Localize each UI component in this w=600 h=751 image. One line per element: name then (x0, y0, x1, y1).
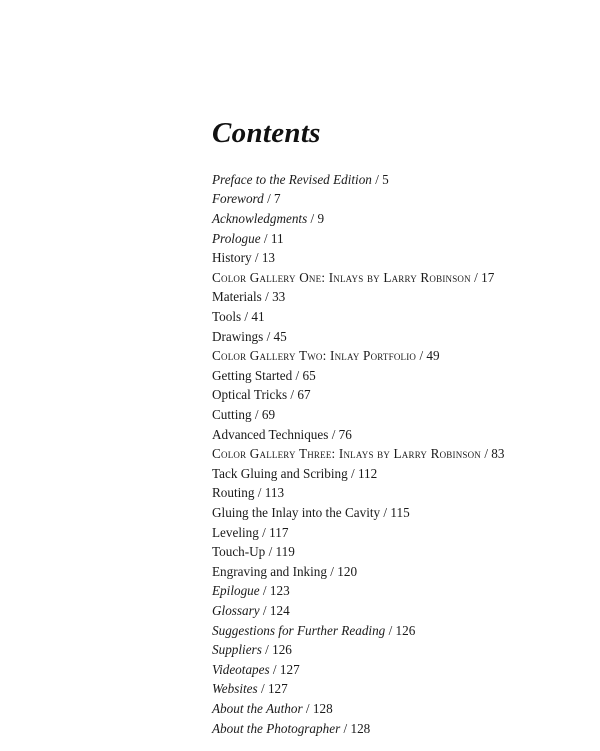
toc-entry-separator: / (251, 407, 262, 423)
toc-entry-page-number: 17 (481, 269, 495, 285)
toc-entry-page-number: 67 (297, 387, 311, 403)
toc-entry[interactable] (212, 503, 552, 523)
toc-entry-separator: / (263, 328, 274, 344)
toc-entry-label: History (212, 250, 252, 266)
toc-entry-separator: / (261, 289, 273, 305)
toc-entry-separator: / (251, 250, 262, 266)
toc-entry[interactable] (212, 483, 552, 503)
toc-entry-label: Color Gallery Three: Inlays by Larry Robinson (212, 446, 482, 462)
toc-entry-page-number: 128 (312, 700, 333, 716)
toc-list (212, 170, 552, 738)
toc-entry-label: Drawings (212, 328, 264, 344)
toc-entry[interactable] (212, 229, 552, 249)
toc-entry-page-number: 9 (317, 211, 325, 227)
toc-entry[interactable] (212, 699, 552, 719)
toc-entry-page-number: 115 (390, 504, 410, 520)
toc-entry-page-number: 112 (357, 465, 378, 481)
toc-entry[interactable] (212, 719, 552, 739)
toc-entry-label: Gluing the Inlay into the Cavity (212, 504, 381, 520)
toc-entry-page-number: 11 (270, 230, 284, 246)
toc-entry[interactable] (212, 248, 552, 268)
toc-entry[interactable] (212, 327, 552, 347)
toc-entry-label: Materials (212, 289, 262, 305)
toc-entry-page-number: 123 (269, 583, 290, 599)
toc-entry-separator: / (307, 211, 318, 227)
toc-entry-separator: / (470, 269, 482, 285)
toc-entry-separator: / (340, 720, 351, 736)
toc-entry-separator: / (257, 681, 268, 697)
toc-entry-separator: / (328, 426, 339, 442)
toc-entry-page-number: 126 (272, 642, 292, 658)
toc-entry[interactable] (212, 601, 552, 621)
toc-entry-label: Preface to the Revised Edition (212, 171, 372, 187)
toc-entry-separator: / (259, 583, 270, 599)
toc-entry-label: Touch-Up (212, 544, 266, 560)
toc-entry-separator: / (416, 348, 427, 364)
toc-entry-page-number: 13 (261, 250, 276, 266)
toc-entry[interactable] (212, 385, 552, 405)
toc-entry-separator: / (347, 465, 358, 481)
toc-entry-label: Engraving and Inking (212, 563, 327, 579)
toc-entry[interactable] (212, 640, 552, 660)
toc-entry[interactable] (212, 581, 552, 601)
toc-entry-page-number: 65 (302, 367, 316, 383)
toc-entry-separator: / (259, 602, 270, 618)
toc-entry-separator: / (371, 171, 383, 187)
toc-entry-label: Color Gallery One: Inlays by Larry Robinson (212, 269, 471, 285)
toc-entry[interactable] (212, 189, 552, 209)
toc-entry[interactable] (212, 562, 552, 582)
toc-entry-page-number: 76 (338, 426, 352, 442)
page-title: Contents (212, 117, 321, 149)
toc-entry-label: Foreword (212, 191, 264, 207)
toc-entry-separator: / (261, 642, 273, 658)
toc-entry-separator: / (263, 191, 275, 207)
toc-entry[interactable] (212, 542, 552, 562)
toc-entry[interactable] (212, 621, 552, 641)
toc-entry[interactable] (212, 346, 552, 366)
toc-entry-page-number: 49 (426, 348, 440, 364)
toc-entry[interactable] (212, 366, 552, 386)
toc-entry-page-number: 124 (269, 602, 290, 618)
toc-entry[interactable] (212, 268, 552, 288)
toc-entry-label: Epilogue (212, 583, 260, 599)
toc-entry[interactable] (212, 425, 552, 445)
toc-entry-separator: / (481, 446, 492, 462)
toc-entry-page-number: 113 (264, 485, 285, 501)
toc-entry-label: Cutting (212, 407, 252, 423)
toc-entry-separator: / (260, 230, 271, 246)
toc-entry[interactable] (212, 405, 552, 425)
toc-entry[interactable] (212, 307, 552, 327)
toc-entry-label: Websites (212, 681, 258, 697)
toc-entry-page-number: 127 (267, 681, 288, 697)
toc-entry[interactable] (212, 660, 552, 680)
toc-entry-page-number: 126 (395, 622, 416, 638)
toc-entry[interactable] (212, 679, 552, 699)
toc-entry-page-number: 117 (269, 524, 289, 540)
toc-entry-label: Prologue (212, 230, 261, 246)
toc-entry-separator: / (254, 485, 265, 501)
toc-entry[interactable] (212, 209, 552, 229)
toc-entry-separator: / (287, 387, 298, 403)
toc-entry-page-number: 120 (337, 563, 358, 579)
toc-entry-page-number: 41 (251, 309, 265, 325)
toc-entry[interactable] (212, 287, 552, 307)
toc-entry-separator: / (292, 367, 303, 383)
toc-entry-separator: / (385, 622, 396, 638)
toc-entry-separator: / (258, 524, 270, 540)
toc-entry-label: About the Author (212, 700, 303, 716)
toc-entry-label: Videotapes (212, 661, 270, 677)
toc-entry-page-number: 83 (491, 446, 505, 462)
toc-entry-label: Getting Started (212, 367, 293, 383)
toc-entry-label: Optical Tricks (212, 387, 288, 403)
toc-entry[interactable] (212, 170, 552, 190)
toc-entry-page-number: 45 (273, 328, 287, 344)
toc-entry-page-number: 119 (275, 544, 295, 560)
toc-entry[interactable] (212, 464, 552, 484)
table-of-contents (212, 118, 552, 738)
toc-entry-separator: / (269, 661, 280, 677)
toc-entry-label: Routing (212, 485, 255, 501)
toc-entry-page-number: 33 (272, 289, 286, 305)
toc-entry-label: About the Photographer (212, 720, 341, 736)
toc-entry-label: Suppliers (212, 642, 262, 658)
toc-entry-page-number: 5 (382, 171, 389, 187)
toc-entry-separator: / (327, 563, 338, 579)
toc-entry-label: Color Gallery Two: Inlay Portfolio (212, 348, 417, 364)
toc-entry-separator: / (380, 504, 391, 520)
toc-entry[interactable] (212, 444, 552, 464)
toc-entry-label: Leveling (212, 524, 259, 540)
toc-entry-page-number: 69 (261, 407, 276, 423)
toc-entry-separator: / (265, 544, 276, 560)
toc-entry-separator: / (302, 700, 313, 716)
toc-entry[interactable] (212, 523, 552, 543)
toc-entry-label: Suggestions for Further Reading (212, 622, 386, 638)
toc-entry-label: Glossary (212, 602, 260, 618)
toc-entry-label: Tack Gluing and Scribing (212, 465, 348, 481)
toc-entry-label: Tools (212, 309, 242, 325)
toc-entry-separator: / (241, 309, 252, 325)
toc-entry-page-number: 127 (279, 661, 300, 677)
toc-entry-label: Advanced Techniques (212, 426, 329, 442)
toc-entry-label: Acknowledgments (212, 211, 308, 227)
toc-entry-page-number: 7 (274, 191, 281, 207)
toc-entry-page-number: 128 (350, 720, 371, 736)
